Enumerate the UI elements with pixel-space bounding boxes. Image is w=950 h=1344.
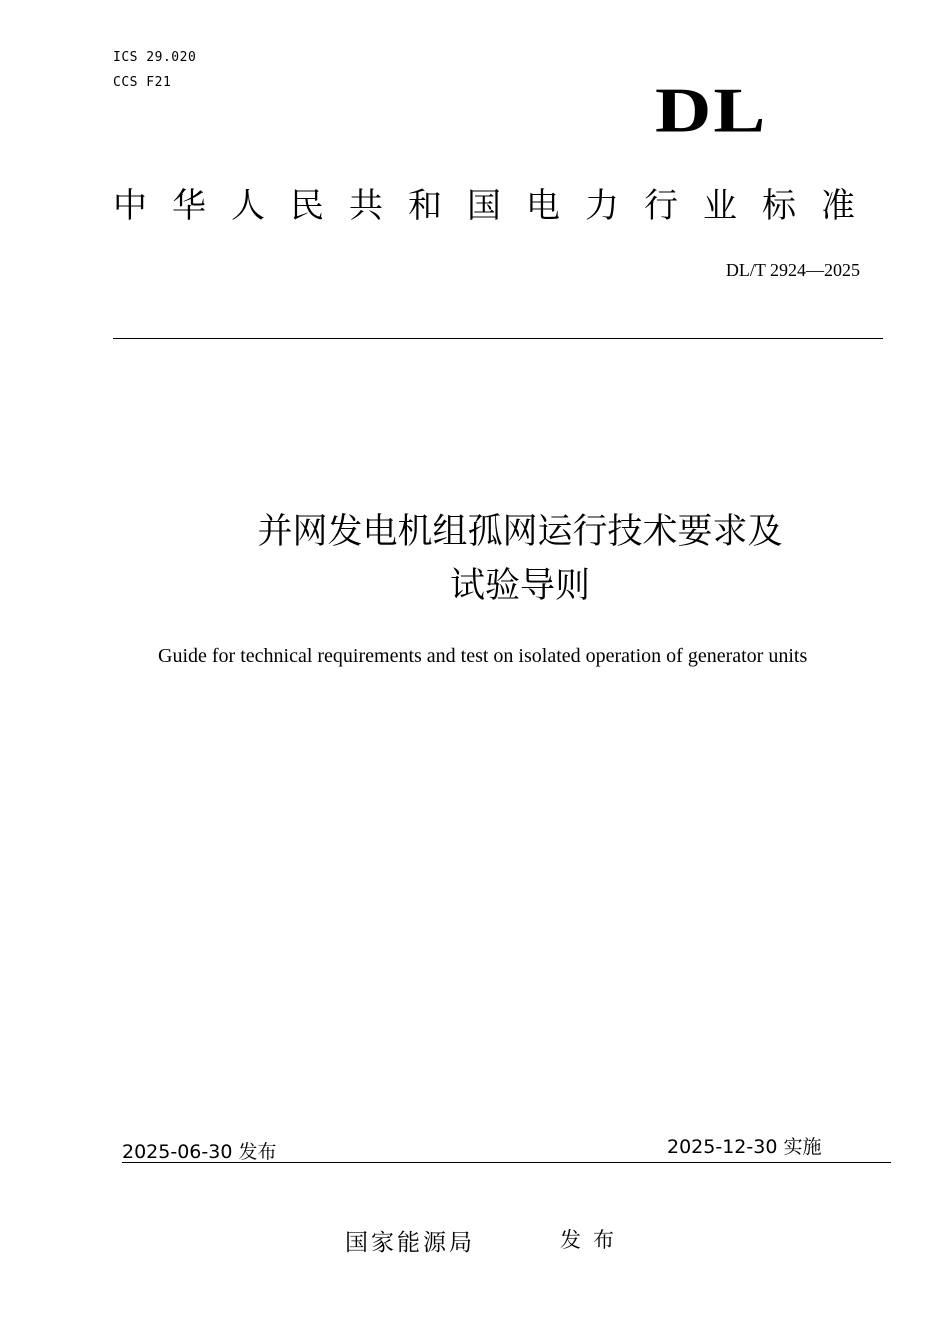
ccs-code: CCS F21	[113, 75, 172, 90]
standard-type-heading: 中华人民共和国电力行业标准	[113, 186, 880, 226]
title-line-2: 试验导则	[449, 566, 590, 606]
standard-number: DL/T 2924—2025	[725, 260, 860, 280]
issue-date: 2025-06-30 发布	[122, 1141, 277, 1163]
ics-code: ICS 29.020	[113, 50, 197, 65]
publish-label: 发布	[560, 1228, 626, 1252]
publisher-name: 国家能源局	[345, 1230, 475, 1256]
bottom-divider	[122, 1162, 891, 1163]
document-title-en: Guide for technical requirements and test on isolated operation of generator units	[158, 645, 808, 667]
document-title-cn	[0, 505, 950, 613]
top-divider	[113, 338, 883, 339]
implementation-date: 2025-12-30 实施	[667, 1136, 822, 1158]
title-line-1: 并网发电机组孤网运行技术要求及	[257, 512, 783, 552]
dl-logo: DL	[655, 73, 768, 146]
